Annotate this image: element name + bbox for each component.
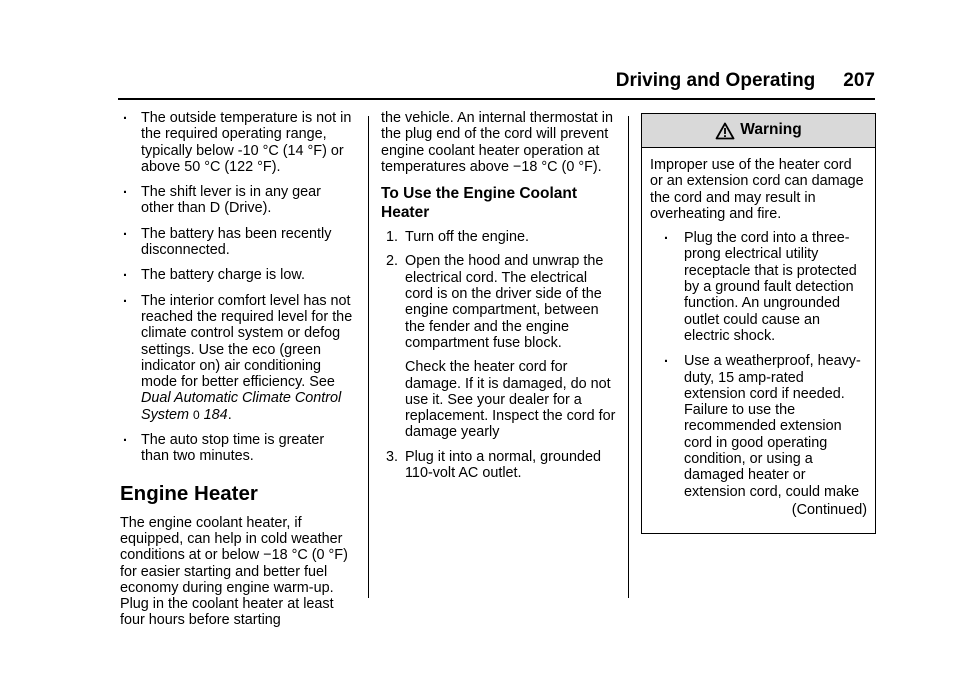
warning-list-item: . Use a weatherproof, heavy-duty, 15 amp-rated extension cord if needed. Failure to use the recommended extension cord in good operating condition, or using a damaged heater or extension cord, could make [650,353,867,500]
step-item [381,253,617,351]
cross-reference-page[interactable]: 184 [203,406,228,423]
paragraph: the vehicle. An internal thermostat in the plug end of the cord will prevent engine coolant heater operation at temperatures above −18 °C (0 °F). [381,110,613,175]
column-left [120,110,356,637]
page-number: 207 [843,70,875,91]
list-item [120,293,356,423]
page-reference-icon: 0 [192,407,200,422]
sentence-end: . [227,406,232,423]
step-number: 2. [385,253,398,270]
warning-box [641,113,876,534]
list-item: . The auto stop time is greater than two minutes. [120,432,356,465]
list-item: . The shift lever is in any gear other than D (Drive). [120,184,356,217]
list-item: . The battery has been recently disconnected. [120,226,356,259]
cross-reference-link[interactable]: Dual Automatic Climate Control System [141,390,342,423]
subsection-heading: To Use the Engine Coolant Heater [381,185,578,222]
step-subparagraph: Check the heater cord for damage. If it is damaged, do not use it. See your dealer for a replacement. Inspect the cord for damage yearly [405,359,616,441]
page-header [616,70,875,92]
header-rule [118,98,875,100]
warning-body [642,148,875,533]
column-middle [381,110,617,489]
list-item-text: The interior comfort level has not reached the required level for the climate control system or defog settings. Use the eco (green indicator on) air conditioning mode for better efficiency. See [141,292,353,391]
warning-title: Warning [740,121,802,139]
step-text: Open the hood and unwrap the electrical cord. The electrical cord is on the driver side of the engine compartment, between the fender and the engine compartment fuse block. [405,253,604,351]
step-text: Plug it into a normal, grounded 110-volt AC outlet. [405,448,601,482]
step-item [381,449,617,482]
column-divider [368,116,369,598]
step-item [381,229,617,245]
paragraph: The engine coolant heater, if equipped, can help in cold weather conditions at or below −18 °C (0 °F) for easier starting and better fuel economy during engine warm-up. Plug in the coolant heater at least four hours before starting [120,514,348,629]
warning-intro: Improper use of the heater cord or an extension cord can damage the cord and may result in overheating and fire. [650,157,864,222]
warning-triangle-icon [715,122,735,140]
list-item: . The outside temperature is not in the required operating range, typically below -10 °C (14 °F) or above 50 °C (122 °F). [120,110,356,175]
list-item: . The battery charge is low. [120,267,356,283]
warning-header [642,114,875,148]
step-number: 1. [385,229,398,246]
column-divider [628,116,629,598]
section-title: Driving and Operating [615,70,816,91]
continued-label: (Continued) [791,501,867,518]
section-heading: Engine Heater [120,481,258,505]
step-text: Turn off the engine. [405,229,530,246]
step-number: 3. [385,448,398,465]
warning-list-item: . Plug the cord into a three-prong electrical utility receptacle that is protected by a ground fault detection function. An ungrounded outlet could cause an electric shock. [650,230,867,344]
